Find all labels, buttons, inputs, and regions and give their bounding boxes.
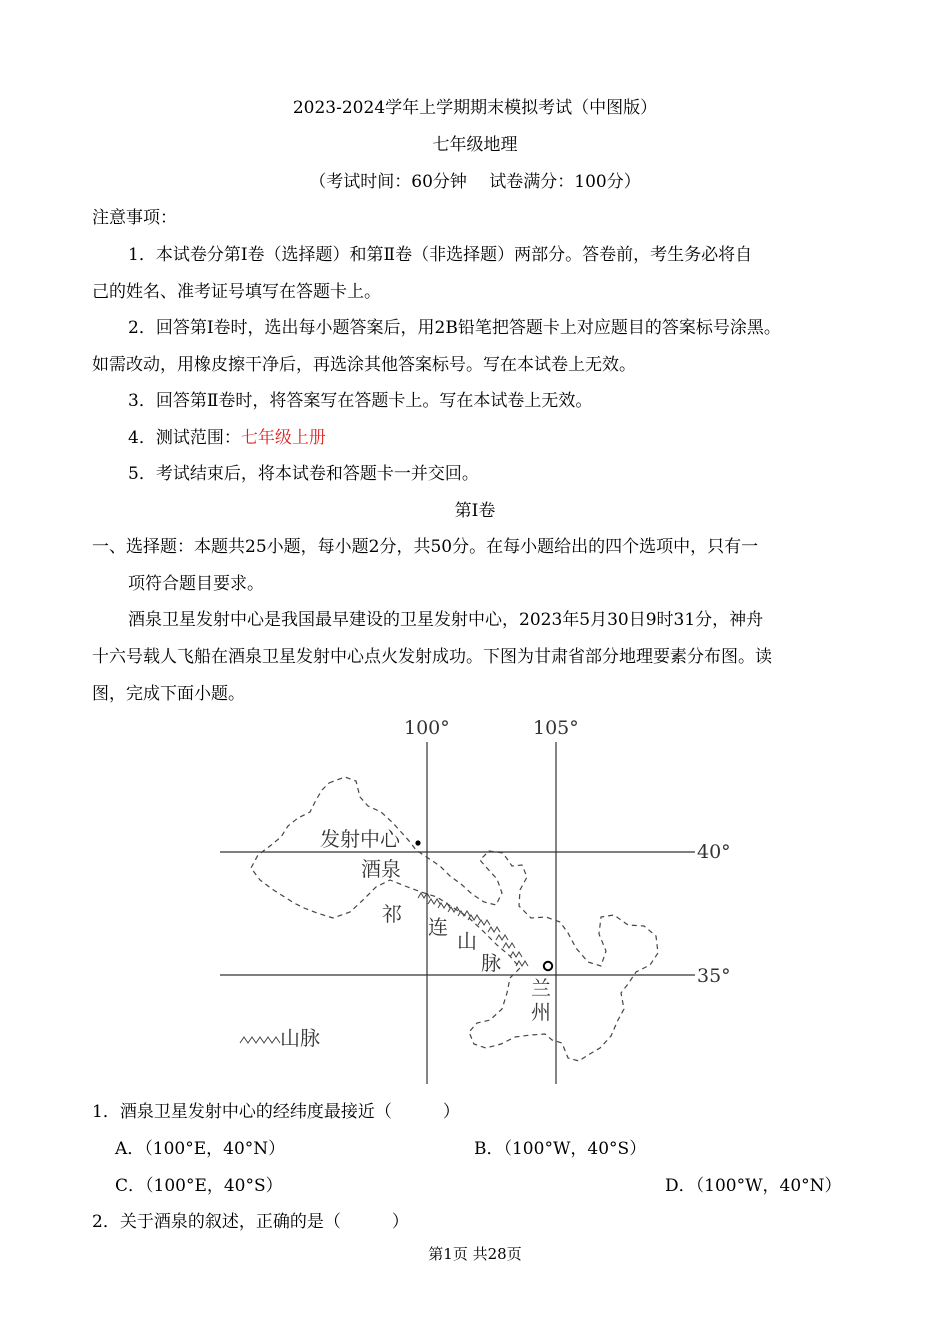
section-title: 第Ⅰ卷 [454,501,496,521]
label-lon-105: 105° [533,717,579,739]
section-intro-line-1: 一、选择题：本题共25小题，每小题2分，共50分。在每小题给出的四个选项中，只有一 [92,537,759,557]
section-intro-line-2: 项符合题目要求。 [128,574,264,594]
exam-title: 2023-2024学年上学期期末模拟考试（中图版） [292,98,658,118]
label-qilian-3: 山 [457,929,477,953]
passage-line-3: 图，完成下面小题。 [92,684,245,704]
passage-line-1: 酒泉卫星发射中心是我国最早建设的卫星发射中心，2023年5月30日9时31分，神舟 [128,610,764,630]
question-1-option-a[interactable]: A．（100°E，40°N） [115,1139,286,1159]
label-lanzhou-1: 兰 [531,976,551,1000]
legend-mountain-icon [240,1037,280,1043]
notice-item-2-line-2: 如需改动，用橡皮擦干净后，再选涂其他答案标号。写在本试卷上无效。 [92,355,636,375]
label-lat-40: 40° [697,841,731,863]
passage-line-2: 十六号载人飞船在酒泉卫星发射中心点火发射成功。下图为甘肃省部分地理要素分布图。读 [92,647,772,667]
test-scope: 七年级上册 [240,428,326,448]
notice-heading: 注意事项： [92,208,177,228]
question-1-option-b[interactable]: B．（100°W，40°S） [474,1139,647,1159]
province-boundary [251,777,658,1061]
lanzhou-marker [544,962,552,970]
question-1-option-c[interactable]: C．（100°E，40°S） [115,1176,283,1196]
label-lon-100: 100° [404,717,450,739]
label-lat-35: 35° [697,965,731,987]
label-jiuquan: 酒泉 [361,857,401,881]
notice-item-4-prefix: 4．测试范围： [128,428,241,448]
notice-item-5: 5．考试结束后，将本试卷和答题卡一并交回。 [128,464,479,484]
label-launch-center: 发射中心 [320,827,400,851]
question-2-stem: 2．关于酒泉的叙述，正确的是（ ） [92,1212,409,1232]
notice-item-2-line-1: 2．回答第Ⅰ卷时，选出每小题答案后，用2B铅笔把答题卡上对应题目的答案标号涂黑。 [128,318,781,338]
notice-item-1-line-1: 1．本试卷分第Ⅰ卷（选择题）和第Ⅱ卷（非选择题）两部分。答卷前，考生务必将自 [128,245,753,265]
page-footer: 第1页 共28页 [428,1245,522,1263]
notice-item-3: 3．回答第Ⅱ卷时，将答案写在答题卡上。写在本试卷上无效。 [128,391,593,411]
notice-item-1-line-2: 己的姓名、准考证号填写在答题卡上。 [92,282,381,302]
launch-center-dot [415,840,420,845]
label-qilian-2: 连 [428,915,448,939]
question-1-option-d[interactable]: D．（100°W，40°N） [665,1176,842,1196]
label-lanzhou-2: 州 [531,1000,551,1024]
legend-label: 山脉 [280,1026,320,1050]
label-qilian-1: 祁 [382,902,402,926]
label-qilian-4: 脉 [481,951,501,975]
question-1-stem: 1．酒泉卫星发射中心的经纬度最接近（ ） [92,1102,460,1122]
exam-time-info: （考试时间：60分钟 试卷满分：100分） [309,172,641,192]
exam-subject: 七年级地理 [432,135,518,155]
